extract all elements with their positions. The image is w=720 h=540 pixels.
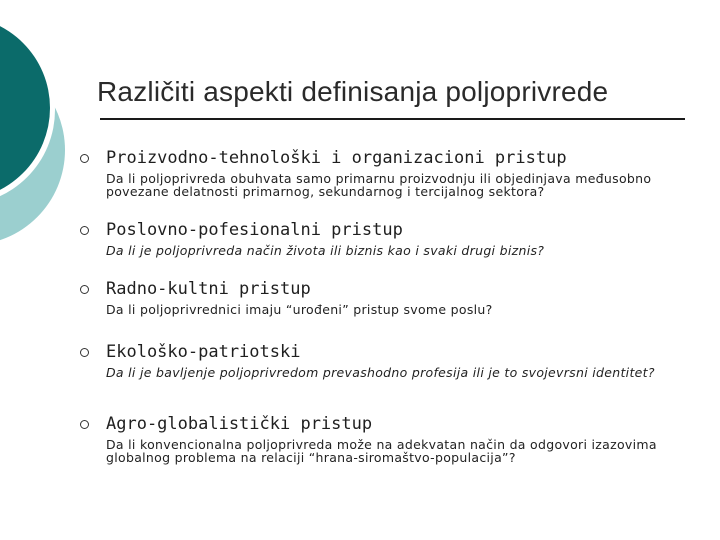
item-heading: Ekološko-patriotski: [106, 342, 301, 362]
item-heading: Agro-globalistički pristup: [106, 414, 373, 434]
item-heading: Radno-kultni pristup: [106, 279, 311, 299]
item-question: Da li poljoprivrednici imaju “urođeni” pristup svome poslu?: [106, 302, 493, 317]
circle-bullet-icon: [80, 348, 89, 357]
circle-bullet-icon: [80, 154, 89, 163]
item-heading: Poslovno-pofesionalni pristup: [106, 220, 403, 240]
circle-bullet-icon: [80, 285, 89, 294]
item-question: Da li konvencionalna poljoprivreda može na adekvatan način da odgovori izazovima globalnog problema na relaciji “hrana-siromaštvo-populacija”?: [106, 437, 657, 465]
circle-bullet-icon: [80, 226, 89, 235]
item-question: Da li je bavljenje poljoprivredom prevashodno profesija ili je to svojevrsni identitet?: [106, 365, 655, 380]
circle-bullet-icon: [80, 420, 89, 429]
slide-title: Različiti aspekti definisanja poljoprivrede: [97, 76, 609, 107]
item-heading: Proizvodno-tehnološki i organizacioni pristup: [106, 148, 567, 168]
item-question: Da li je poljoprivreda način života ili biznis kao i svaki drugi biznis?: [106, 243, 545, 258]
decorative-circles: [0, 0, 120, 300]
title-underline: [100, 118, 685, 120]
item-question: Da li poljoprivreda obuhvata samo primarnu proizvodnju ili objedinjava međusobno povezane delatnosti primarnog, sekundarnog i tercijalnog sektora?: [106, 171, 652, 199]
